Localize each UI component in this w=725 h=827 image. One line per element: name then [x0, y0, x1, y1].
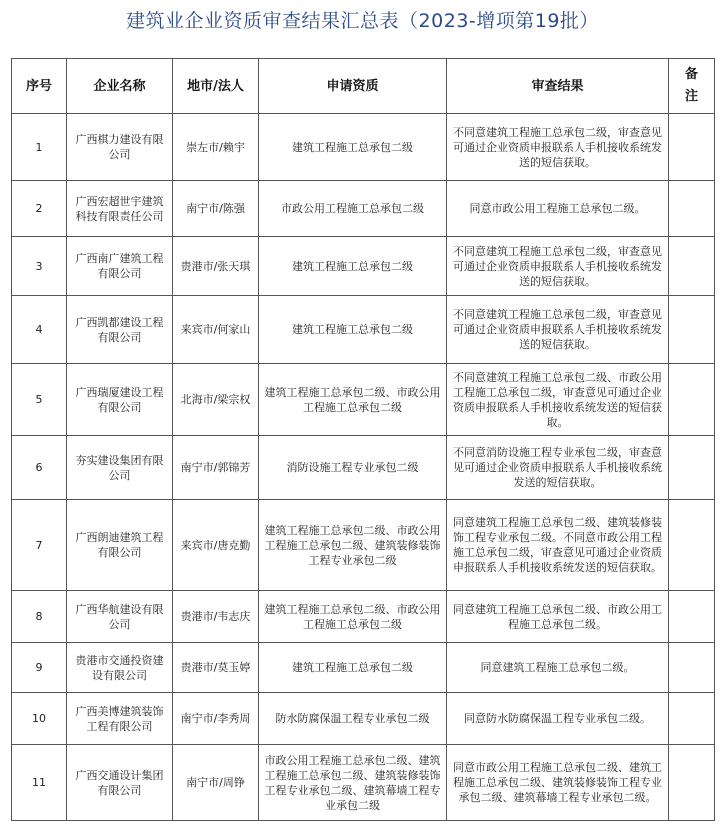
- row-seq: 9: [12, 643, 67, 693]
- table-header-row: [12, 59, 715, 114]
- row-note: [669, 181, 715, 237]
- row-city-legal: 崇左市/赖宇: [173, 114, 259, 181]
- row-seq: 5: [12, 364, 67, 436]
- results-table: [11, 58, 715, 821]
- row-company: 广西华航建设有限公司: [67, 591, 173, 643]
- row-qualification: 建筑工程施工总承包二级: [259, 296, 447, 364]
- row-company: 广西瑞厦建设工程有限公司: [67, 364, 173, 436]
- row-note: [669, 745, 715, 821]
- row-company: 广西凯都建设工程有限公司: [67, 296, 173, 364]
- row-city-legal: 北海市/梁宗权: [173, 364, 259, 436]
- row-result: 不同意消防设施工程专业承包二级，审查意见可通过企业资质申报联系人手机接收系统发送的短信获取。: [447, 436, 669, 500]
- row-seq: 10: [12, 693, 67, 745]
- table-row: [12, 693, 715, 745]
- row-qualification: 建筑工程施工总承包二级、市政公用工程施工总承包二级、建筑装修装饰工程专业承包二级: [259, 500, 447, 591]
- row-result: 不同意建筑工程施工总承包二级，审查意见可通过企业资质申报联系人手机接收系统发送的短信获取。: [447, 296, 669, 364]
- row-city-legal: 南宁市/陈强: [173, 181, 259, 237]
- header-result: 审查结果: [447, 59, 669, 114]
- row-note: [669, 436, 715, 500]
- row-company: 广西美博建筑装饰工程有限公司: [67, 693, 173, 745]
- row-result: 同意建筑工程施工总承包二级。: [447, 643, 669, 693]
- row-company: 贵港市交通投资建设有限公司: [67, 643, 173, 693]
- row-seq: 6: [12, 436, 67, 500]
- row-result: 同意市政公用工程施工总承包二级。: [447, 181, 669, 237]
- row-note: [669, 296, 715, 364]
- row-seq: 7: [12, 500, 67, 591]
- row-seq: 1: [12, 114, 67, 181]
- header-company: 企业名称: [67, 59, 173, 114]
- row-company: 广西朗迪建筑工程有限公司: [67, 500, 173, 591]
- table-row: [12, 591, 715, 643]
- table-row: [12, 643, 715, 693]
- row-qualification: 防水防腐保温工程专业承包二级: [259, 693, 447, 745]
- header-note: [669, 59, 715, 114]
- row-company: 广西南广建筑工程有限公司: [67, 237, 173, 296]
- row-company: 广西宏超世宇建筑科技有限责任公司: [67, 181, 173, 237]
- row-seq: 8: [12, 591, 67, 643]
- row-note: [669, 643, 715, 693]
- row-result: 同意建筑工程施工总承包二级、市政公用工程施工总承包二级。: [447, 591, 669, 643]
- header-note-line1: 备: [684, 67, 698, 82]
- header-seq: 序号: [12, 59, 67, 114]
- row-note: [669, 591, 715, 643]
- row-qualification: 建筑工程施工总承包二级、市政公用工程施工总承包二级: [259, 591, 447, 643]
- table-row: [12, 237, 715, 296]
- row-city-legal: 南宁市/李秀周: [173, 693, 259, 745]
- row-result: 同意市政公用工程施工总承包二级、建筑工程施工总承包二级、建筑装修装饰工程专业承包二级、建筑幕墙工程专业承包二级。: [447, 745, 669, 821]
- row-note: [669, 237, 715, 296]
- row-city-legal: 贵港市/韦志庆: [173, 591, 259, 643]
- header-note-line2: 注: [684, 89, 698, 104]
- row-city-legal: 来宾市/唐克勤: [173, 500, 259, 591]
- header-city-legal: 地市/法人: [173, 59, 259, 114]
- table-row: [12, 181, 715, 237]
- row-qualification: 建筑工程施工总承包二级: [259, 114, 447, 181]
- row-note: [669, 114, 715, 181]
- row-result: 不同意建筑工程施工总承包二级、市政公用工程施工总承包二级，审查意见可通过企业资质申报联系人手机接收系统发送的短信获取。: [447, 364, 669, 436]
- table-row: [12, 745, 715, 821]
- table-row: [12, 364, 715, 436]
- header-qualification: 申请资质: [259, 59, 447, 114]
- row-qualification: 市政公用工程施工总承包二级: [259, 181, 447, 237]
- table-row: [12, 114, 715, 181]
- row-qualification: 市政公用工程施工总承包二级、建筑工程施工总承包二级、建筑装修装饰工程专业承包二级、建筑幕墙工程专业承包二级: [259, 745, 447, 821]
- row-result: 不同意建筑工程施工总承包二级，审查意见可通过企业资质申报联系人手机接收系统发送的短信获取。: [447, 114, 669, 181]
- table-row: [12, 296, 715, 364]
- row-seq: 11: [12, 745, 67, 821]
- row-city-legal: 南宁市/郭锦芳: [173, 436, 259, 500]
- row-company: 广西交通设计集团有限公司: [67, 745, 173, 821]
- row-city-legal: 贵港市/张天琪: [173, 237, 259, 296]
- row-city-legal: 南宁市/周铮: [173, 745, 259, 821]
- table-row: [12, 500, 715, 591]
- table-row: [12, 436, 715, 500]
- row-result: 同意建筑工程施工总承包二级、建筑装修装饰工程专业承包二级。不同意市政公用工程施工总承包二级，审查意见可通过企业资质申报联系人手机接收系统发送的短信获取。: [447, 500, 669, 591]
- row-qualification: 建筑工程施工总承包二级: [259, 643, 447, 693]
- document-title: 建筑业企业资质审查结果汇总表（2023-增项第19批）: [126, 10, 599, 32]
- row-result: 不同意建筑工程施工总承包二级，审查意见可通过企业资质申报联系人手机接收系统发送的短信获取。: [447, 237, 669, 296]
- row-company: 夯实建设集团有限公司: [67, 436, 173, 500]
- row-seq: 2: [12, 181, 67, 237]
- row-city-legal: 来宾市/何家山: [173, 296, 259, 364]
- row-city-legal: 贵港市/莫玉婷: [173, 643, 259, 693]
- row-qualification: 消防设施工程专业承包二级: [259, 436, 447, 500]
- row-seq: 4: [12, 296, 67, 364]
- row-note: [669, 693, 715, 745]
- row-seq: 3: [12, 237, 67, 296]
- row-qualification: 建筑工程施工总承包二级: [259, 237, 447, 296]
- row-qualification: 建筑工程施工总承包二级、市政公用工程施工总承包二级: [259, 364, 447, 436]
- row-note: [669, 500, 715, 591]
- row-result: 同意防水防腐保温工程专业承包二级。: [447, 693, 669, 745]
- row-company: 广西棋力建设有限公司: [67, 114, 173, 181]
- row-note: [669, 364, 715, 436]
